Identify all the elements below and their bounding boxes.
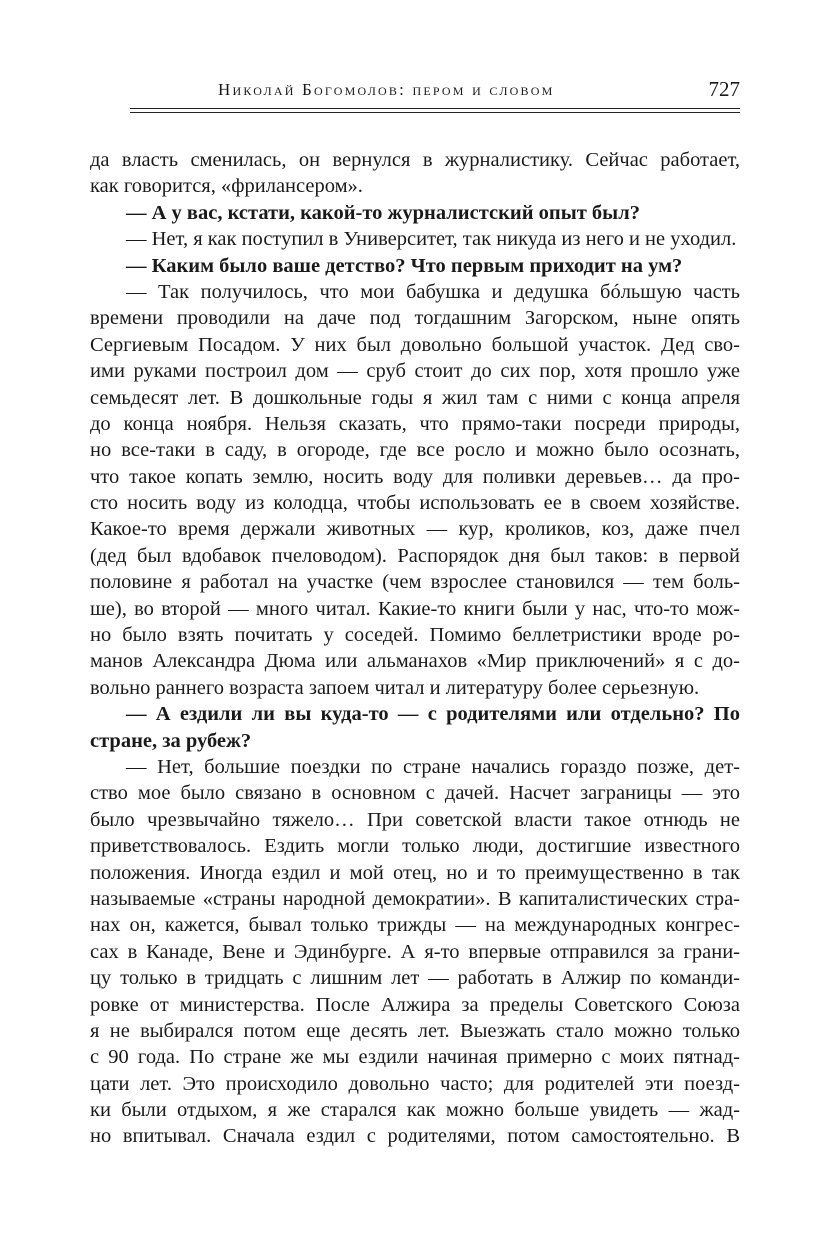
text-line: как говорится, «фрилансером». xyxy=(90,175,363,198)
text-line: называемые «страны народной демократии». В капиталистических стра- xyxy=(90,887,740,910)
header-rule-bottom xyxy=(130,112,740,113)
text-line: до конца ноября. Нельзя сказать, что прямо-таки посреди природы, xyxy=(90,412,740,435)
interviewer-question: — А ездили ли вы куда-то — с родителями или отдельно? По xyxy=(126,703,740,726)
text-line: ровке от министерства. После Алжира за пределы Советского Союза xyxy=(90,993,740,1016)
text-line: Какое-то время держали животных — кур, кроликов, коз, даже пчел xyxy=(90,518,740,541)
body-text xyxy=(90,147,740,1150)
interviewer-question: — А у вас, кстати, какой-то журналистский опыт был? xyxy=(126,201,640,224)
text-line: — Нет, большие поездки по стране начались гораздо позже, дет- xyxy=(126,755,740,778)
text-line: ство мое было связано в основном с дачей. Насчет заграницы — это xyxy=(90,782,740,805)
text-line: вольно раннего возраста запоем читал и литературу более серьезную. xyxy=(90,676,700,699)
text-line: ше), во второй — много читал. Какие-то книги были у нас, что-то мож- xyxy=(90,597,740,620)
text-line: сах в Канаде, Вене и Эдинбурге. А я-то впервые отправился за грани- xyxy=(90,940,740,963)
text-line: половине я работал на участке (чем взрослее становился — тем боль- xyxy=(90,571,740,594)
text-line: Сергиевым Посадом. У них был довольно большой участок. Дед сво- xyxy=(90,333,740,356)
text-line: — Так получилось, что мои бабушка и дедушка бóльшую часть xyxy=(126,280,740,303)
text-line: времени проводили на даче под тогдашним Загорском, ныне опять xyxy=(90,307,740,330)
text-line: ки были отдыхом, я же старался как можно больше увидеть — жад- xyxy=(90,1099,740,1122)
text-line: но было взять почитать у соседей. Помимо беллетристики вроде ро- xyxy=(90,624,740,647)
text-line: но впитывал. Сначала ездил с родителями, потом самостоятельно. В xyxy=(90,1125,740,1148)
text-line: семьдесят лет. В дошкольные годы я жил там с ними с конца апреля xyxy=(90,386,740,409)
running-title: Николай Богомолов: пером и словом xyxy=(218,80,555,99)
text-line: манов Александра Дюма или альманахов «Мир приключений» я с до- xyxy=(90,650,740,673)
text-line: что такое копать землю, носить воду для поливки деревьев… да про- xyxy=(90,465,740,488)
text-line: но все-таки в саду, в огороде, где все росло и можно было осознать, xyxy=(90,439,740,462)
text-line: положения. Иногда ездил и мой отец, но и то преимущественно в так xyxy=(90,861,740,884)
interviewer-question: — Каким было ваше детство? Что первым приходит на ум? xyxy=(126,254,683,277)
text-line: цати лет. Это происходило довольно часто; для родителей эти поезд- xyxy=(90,1072,740,1095)
text-line: с 90 года. По стране же мы ездили начиная примерно с моих пятнад- xyxy=(90,1046,740,1069)
text-line: было чрезвычайно тяжело… При советской власти такое отнюдь не xyxy=(90,808,740,831)
interviewer-question: стране, за рубеж? xyxy=(90,729,252,752)
text-line: (дед был вдобавок пчеловодом). Распорядок дня был таков: в первой xyxy=(90,544,740,567)
running-header xyxy=(90,74,740,104)
text-line: да власть сменилась, он вернулся в журналистику. Сейчас работает, xyxy=(90,149,740,171)
text-line: нах он, кажется, бывал только трижды — на международных конгрес- xyxy=(90,914,740,937)
text-line: — Нет, я как поступил в Университет, так никуда из него и не уходил. xyxy=(126,228,737,251)
text-line: приветствовалось. Ездить могли только люди, достигшие известного xyxy=(90,835,740,858)
text-line: я не выбирался потом еще десять лет. Выезжать стало можно только xyxy=(90,1019,740,1042)
page-number: 727 xyxy=(708,77,740,101)
text-line: цу только в тридцать с лишним лет — работать в Алжир по команди- xyxy=(90,967,740,990)
text-line: ими руками построил дом — сруб стоит до сих пор, хотя прошло уже xyxy=(90,360,740,383)
header-rule-top xyxy=(130,108,740,109)
text-line: сто носить воду из колодца, чтобы использовать ее в своем хозяйстве. xyxy=(90,492,740,515)
